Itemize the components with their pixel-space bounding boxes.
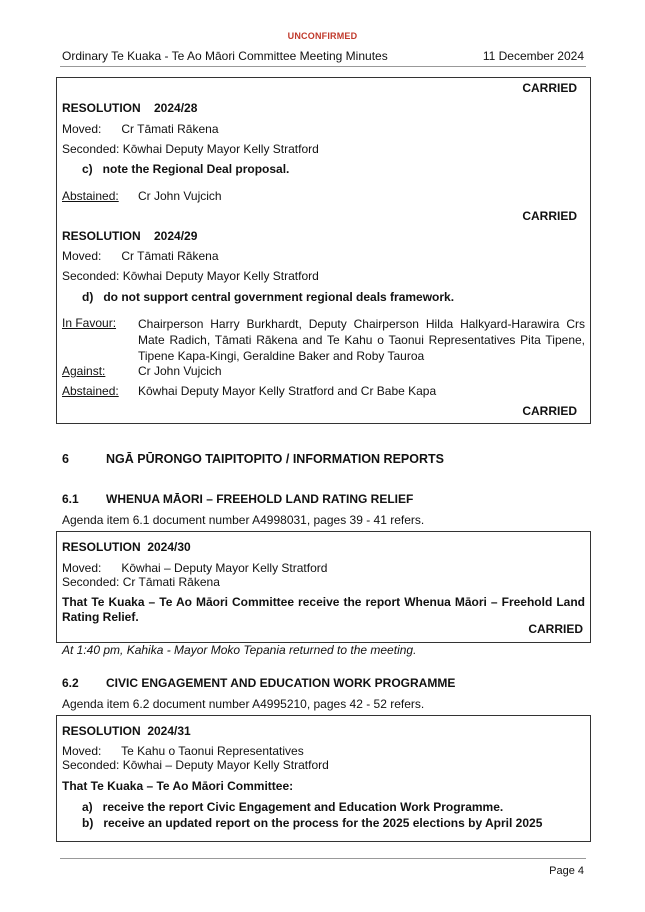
abstained-label-29: Abstained: bbox=[62, 384, 119, 398]
resolution-title-30: RESOLUTION 2024/30 bbox=[62, 540, 191, 554]
carried-label-top: CARRIED bbox=[522, 81, 577, 95]
against-value: Cr John Vujcich bbox=[138, 364, 222, 378]
item-6-2-title: CIVIC ENGAGEMENT AND EDUCATION WORK PROGRAMME bbox=[106, 676, 456, 690]
document-title: Ordinary Te Kuaka - Te Ao Māori Committee Meeting Minutes bbox=[62, 49, 388, 63]
unconfirmed-stamp: UNCONFIRMED bbox=[287, 31, 358, 41]
seconded-31: Seconded: Kōwhai – Deputy Mayor Kelly Stratford bbox=[62, 758, 329, 772]
item-6-1-number: 6.1 bbox=[62, 492, 79, 506]
agenda-6-1: Agenda item 6.1 document number A4998031, pages 39 - 41 refers. bbox=[62, 513, 425, 527]
moved-28: Moved: Cr Tāmati Rākena bbox=[62, 122, 219, 136]
in-favour-label: In Favour: bbox=[62, 316, 117, 330]
resolution-title-28: RESOLUTION 2024/28 bbox=[62, 101, 198, 115]
seconded-30: Seconded: Cr Tāmati Rākena bbox=[62, 575, 220, 589]
section-6-number: 6 bbox=[62, 452, 69, 466]
item-6-2-number: 6.2 bbox=[62, 676, 79, 690]
resolution-text-30: That Te Kuaka – Te Ao Māori Committee receive the report Whenua Māori – Freehold Land Rating Relief. bbox=[62, 595, 585, 624]
resolution-item-b: b) receive an updated report on the process for the 2025 elections by April 2025 bbox=[82, 816, 543, 830]
carried-label-30: CARRIED bbox=[528, 622, 583, 636]
moved-31: Moved: Te Kahu o Taonui Representatives bbox=[62, 744, 304, 758]
abstained-label-28: Abstained: bbox=[62, 189, 119, 203]
seconded-28: Seconded: Kōwhai Deputy Mayor Kelly Stratford bbox=[62, 142, 319, 156]
abstained-value-28: Cr John Vujcich bbox=[138, 189, 222, 203]
item-6-1-title: WHENUA MĀORI – FREEHOLD LAND RATING RELIEF bbox=[106, 492, 414, 506]
moved-29: Moved: Cr Tāmati Rākena bbox=[62, 249, 219, 263]
carried-label-28: CARRIED bbox=[522, 209, 577, 223]
section-6-title: NGĀ PŪRONGO TAIPITOPITO / INFORMATION REPORTS bbox=[106, 452, 444, 466]
resolution-intro-31: That Te Kuaka – Te Ao Māori Committee: bbox=[62, 779, 294, 793]
agenda-6-2: Agenda item 6.2 document number A4995210, pages 42 - 52 refers. bbox=[62, 697, 425, 711]
resolution-item-a: a) receive the report Civic Engagement and Education Work Programme. bbox=[82, 800, 504, 814]
seconded-29: Seconded: Kōwhai Deputy Mayor Kelly Stratford bbox=[62, 269, 319, 283]
carried-label-29: CARRIED bbox=[522, 404, 577, 418]
header-divider bbox=[60, 66, 586, 67]
in-favour-value: Chairperson Harry Burkhardt, Deputy Chairperson Hilda Halkyard-Harawira Crs Mate Radich, Tāmati Rākena and Te Kahu o Taonui Representatives Pita Tipene, Tipene Kapa-Kingi, Geraldine Baker and Roby Tauroa bbox=[138, 317, 585, 363]
resolution-item-c: c) note the Regional Deal proposal. bbox=[82, 162, 290, 176]
against-label: Against: bbox=[62, 364, 106, 378]
resolution-title-31: RESOLUTION 2024/31 bbox=[62, 724, 191, 738]
meeting-note: At 1:40 pm, Kahika - Mayor Moko Tepania returned to the meeting. bbox=[62, 643, 417, 657]
abstained-value-29: Kōwhai Deputy Mayor Kelly Stratford and Cr Babe Kapa bbox=[138, 384, 437, 398]
footer-divider bbox=[60, 858, 586, 859]
resolution-item-d: d) do not support central government regional deals framework. bbox=[82, 290, 455, 304]
resolution-title-29: RESOLUTION 2024/29 bbox=[62, 229, 198, 243]
meeting-date: 11 December 2024 bbox=[482, 49, 584, 63]
moved-30: Moved: Kōwhai – Deputy Mayor Kelly Stratford bbox=[62, 561, 328, 575]
page-number: Page 4 bbox=[549, 865, 584, 877]
